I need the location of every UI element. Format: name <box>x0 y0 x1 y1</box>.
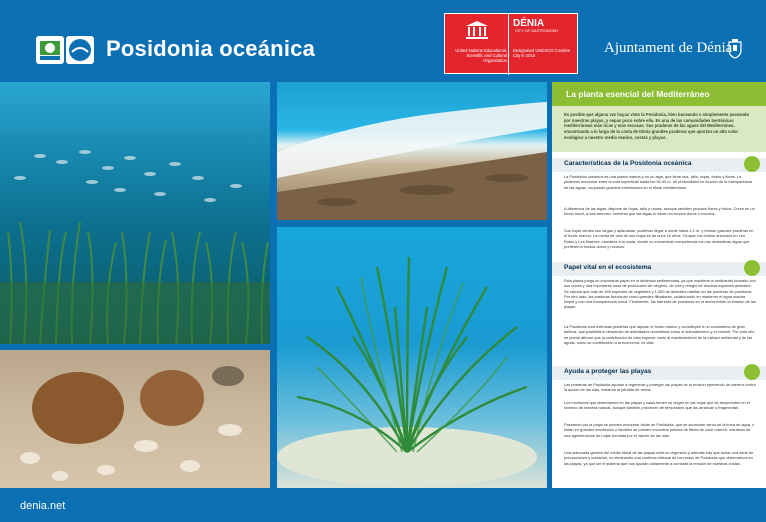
unesco-text: United Nations Educational, Scientific and Cultural Organization <box>455 48 507 63</box>
photo-posidonia-balls <box>0 350 270 488</box>
paragraph: Paseando por la playa se pueden encontrar bolas de Posidonia, que se acumulan cerca de la línea de agua, o están en grandes montículos o también se pueden encontrar pelotas de fibras de color marrón, resultado de una aglomeración de hojas formada por el vaivén de las olas. <box>564 422 755 438</box>
leaf-icon <box>744 156 760 172</box>
paragraph: La Posidonia oceánica es una planta marina y no un alga, que tiene raíz, tallo, hojas, frutos y flores. La podemos encontrar entre la cota superficial hasta los 30-40 m. de profundidad en función de la transparencia de las aguas, ocupando grandes extensiones en el litoral mediterráneo. <box>564 174 752 190</box>
blue-flag-logo <box>66 36 94 64</box>
paragraph: A diferencia de las algas, dispone de hojas, tallo y raíces, aunque también produce flores y frutos. Crece en un fondo móvil, a sea arenoso, mientras que las algas lo hacen en fondos duros o rocosos. <box>564 206 755 217</box>
section-heading-caracteristicas <box>552 158 766 172</box>
footer-website-link[interactable]: denia.net <box>20 500 66 512</box>
pee-flag-logo <box>36 36 64 64</box>
paragraph: Sus hojas verdes son largas y aplanadas, pudiendo llegar a medir hasta 1,2 m. y forman grandes praderas en el fondo marino. La media de vida de sus hojas es de unos 10 años. Ocupan los fondos arenosos en Les Rotes y Les Marines, cercanos a la costa, donde no encuentran competencia con las verdaderas algas que prefieren a fondos duros y rocosos. <box>564 228 754 249</box>
paragraph: Las praderas de Posidonia ayudan a regenerar y proteger las playas de la erosión ejerciendo de barrera contra la acción de las olas, evitando la pérdida de arena. <box>564 382 756 393</box>
ajuntament-label: Ajuntament de Dénia <box>604 40 733 56</box>
paragraph: Los montones que observamos en las playas y calas tienen su origen en las hojas que se desprenden en el invierno de manera natural, aunque también provienen de temporales que las arrancan y fragmentan. <box>564 400 750 411</box>
photo-beach-waves <box>277 82 547 220</box>
photo-fish-seagrass <box>0 82 270 344</box>
panel-intro: Es posible que alguna vez hayas visto la Posidonia, bien buceando o simplemente paseando por nuestras playas, y sepas poco sobre ella. Es una de las comunidades bentónicas mediterráneas más ricas y más escasas. Sus praderas de las aguas del Mediterráneo, encontrando a lo largo de la costa de Dénia grandes praderas que aportan un alto valor ecológico a nuestro medio marino, costas y playas. <box>552 106 766 152</box>
section-title: Características de la Posidonia oceánica <box>564 160 692 167</box>
panel-banner-title: La planta esencial del Mediterráneo <box>552 82 766 106</box>
paragraph: Esta planta juega un importante papel en la dinámica sedimentaria, ya que mantiene el sedimento formado con sus raíces y una importante zona de producción de oxígeno, de cría y refugio de muchas especies animales. Se calcula que más de 400 especies de vegetales y 1.000 de animales habitan en las praderas de posidonia. Por otro lado, las praderas funcionan como grandes filtradores, colaborando en mantener el agua marina limpia y con una transparencia única. Finalmente, las barreras de posidonia en la arena evitan la erosión de las playas. <box>564 278 756 310</box>
section-title: Ayuda a proteger las playas <box>564 368 652 375</box>
photo-posidonia-plant <box>277 227 547 488</box>
section-heading-papel-vital <box>552 262 766 276</box>
heart-icon <box>744 260 760 276</box>
beach-icon <box>744 364 760 380</box>
creative-city-text: Designated UNESCO Creative City in 2015 <box>513 48 571 58</box>
unesco-block <box>445 14 509 75</box>
section-heading-ayuda-playas <box>552 366 766 380</box>
unesco-temple-icon <box>465 20 489 40</box>
header-bar <box>0 0 766 80</box>
denia-logo-subtitle: CITY OF GASTRONOMY <box>515 29 559 33</box>
paragraph: Una adecuada gestión del medio litoral de las playas evita su regresión y además hay que tomar una serie de precauciones y cuidados, no eliminando una continua retirada de los restos de Posidonia que observamos en las playas, ya que sin el sistema que nos ayudan claramente a combatir la erosión de nuestras costas. <box>564 450 754 466</box>
section-title: Papel vital en el ecosistema <box>564 264 652 271</box>
denia-logo-text: DÉNIA <box>513 18 545 29</box>
unesco-creative-city-badge <box>444 13 578 74</box>
paragraph: La Posidonia crea extensas praderas que tapizan el fondo marino y constituyen a un ecosistema de gran belleza, que posibilita el desarrollo de actividades recreativas como el submarinismo y el snorkel. Por todo ello, se puede afirmar que la contribución de esta especie, tanto al mantenimiento de la calidad ambiental y de las aguas, como su contribución a la economía, es vital. <box>564 324 756 345</box>
city-crest-icon <box>727 39 743 59</box>
footer-bar <box>0 494 766 522</box>
page-title: Posidonia oceánica <box>106 36 316 61</box>
info-panel <box>552 82 766 488</box>
